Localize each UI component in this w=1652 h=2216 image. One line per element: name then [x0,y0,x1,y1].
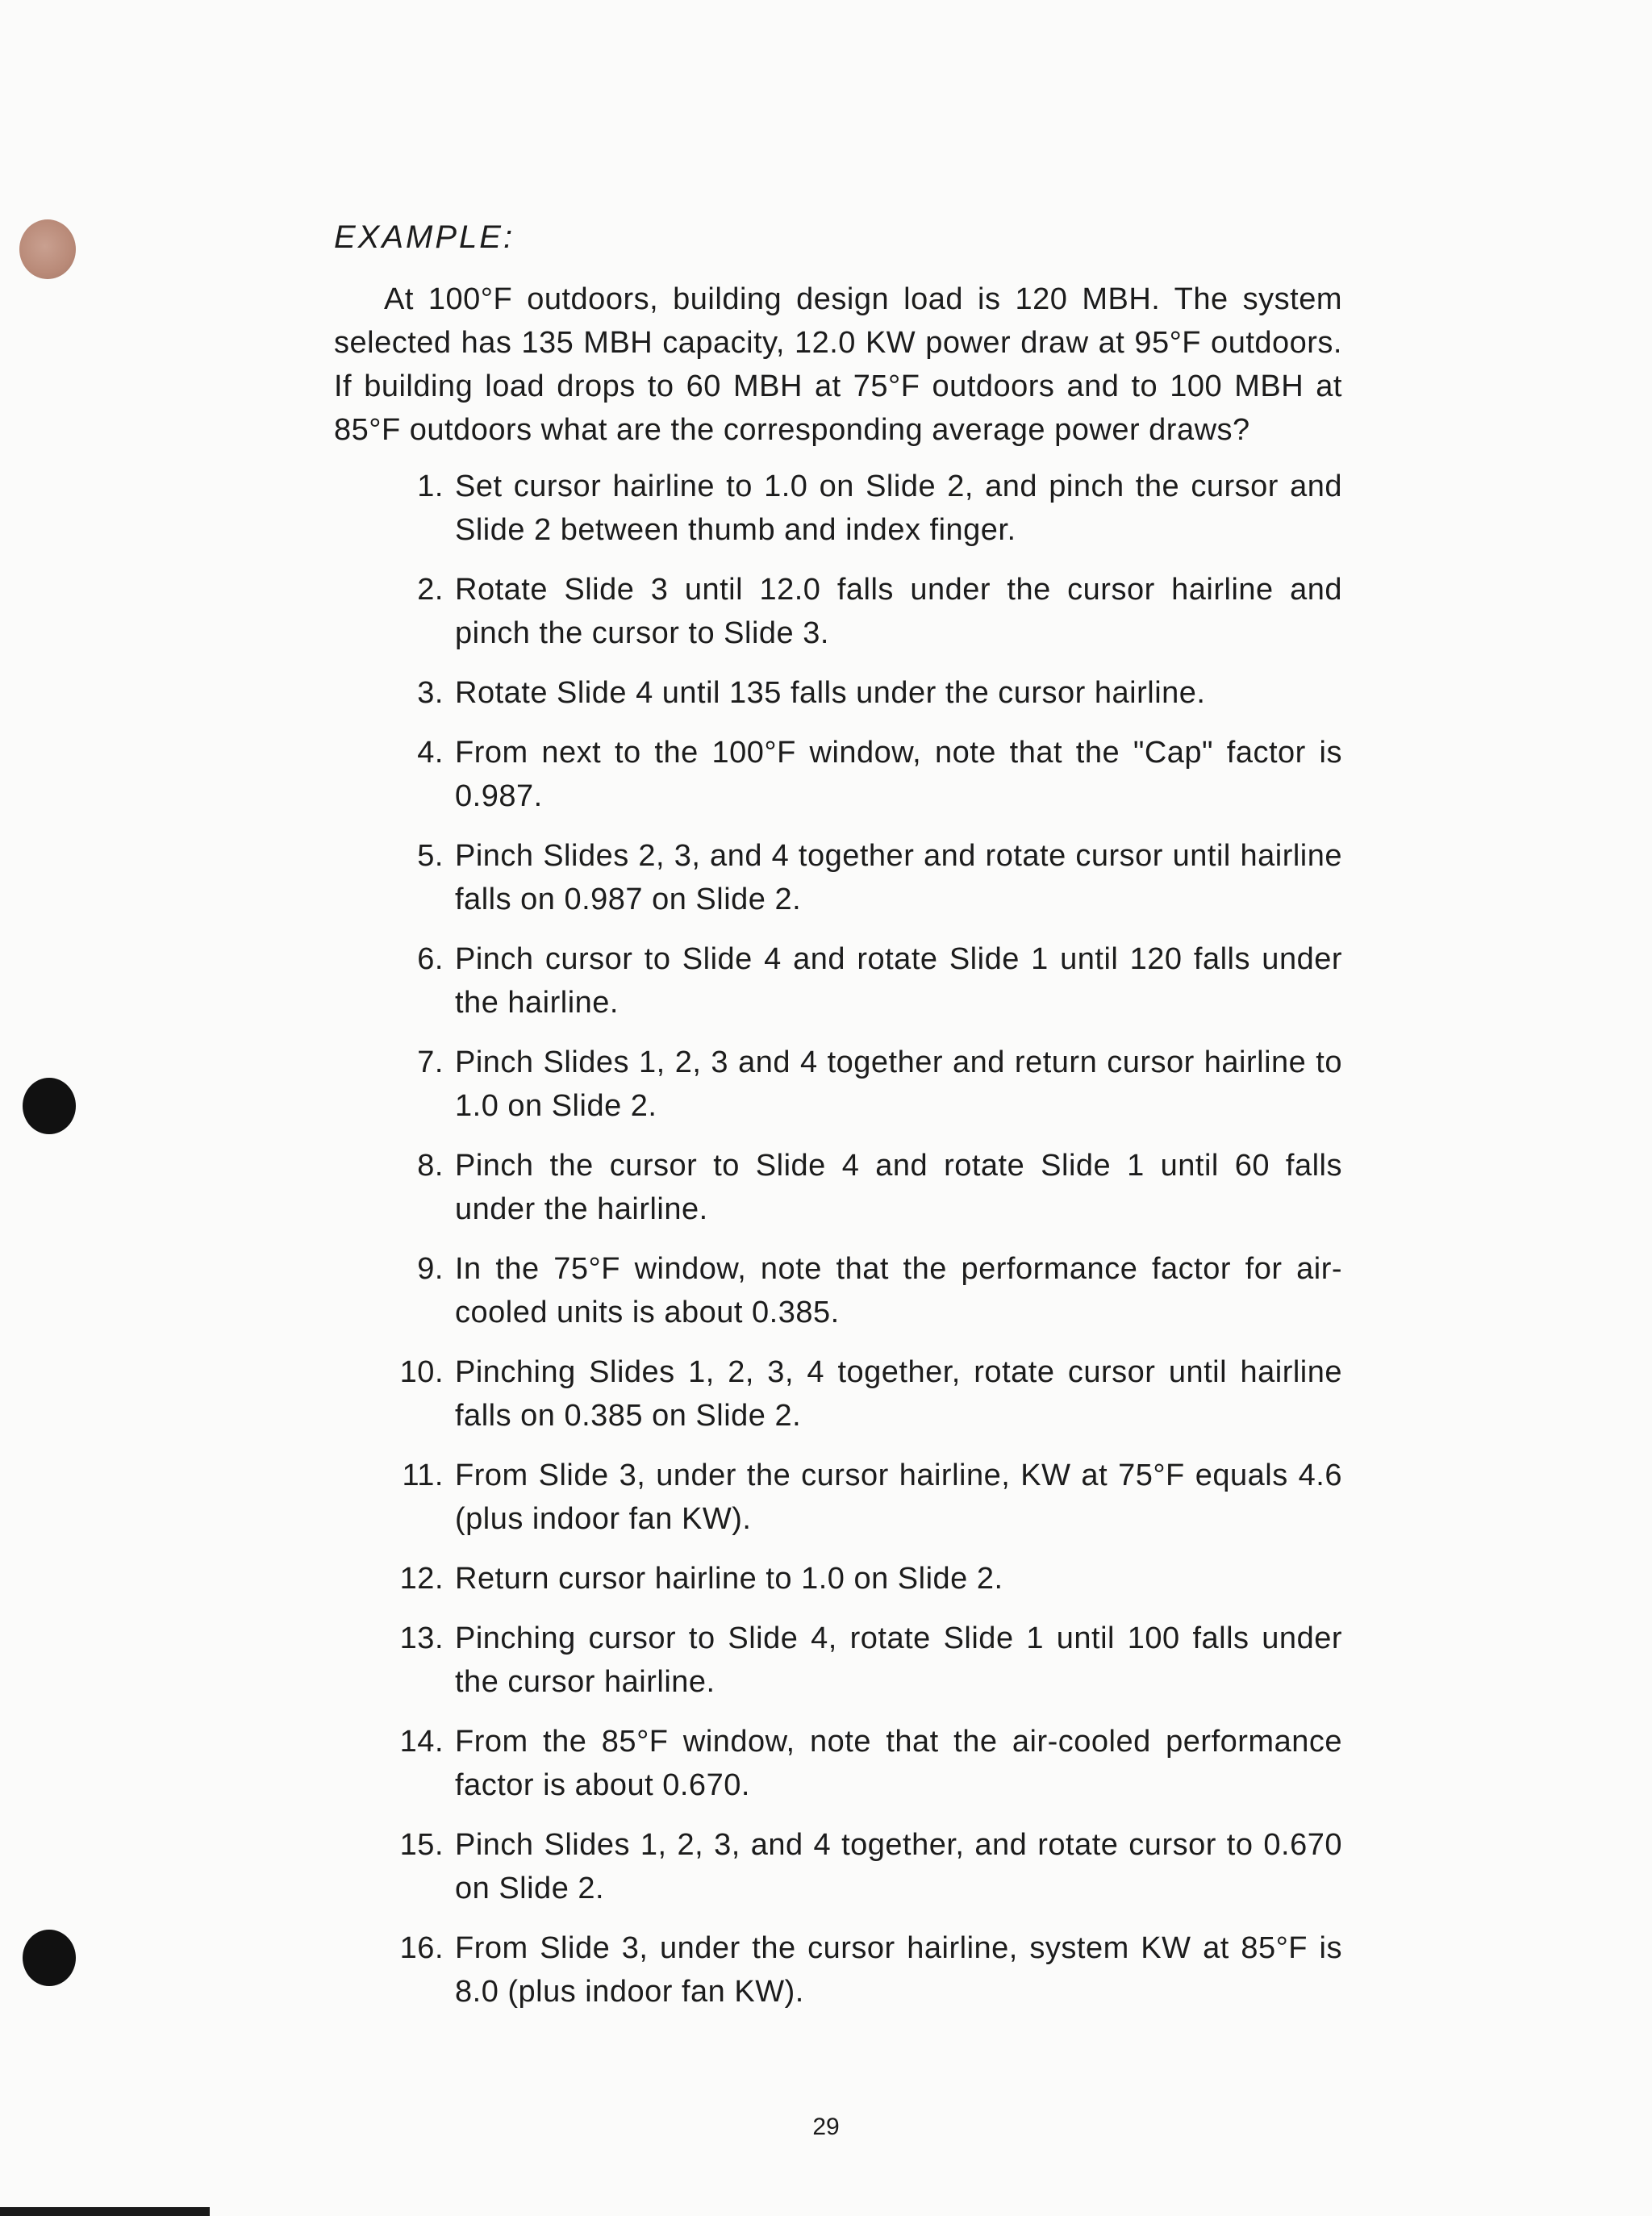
step-number: 6. [417,942,444,976]
step-text: From Slide 3, under the cursor hairline, KW at 75°F equals 4.6 (plus indoor fan KW). [455,1459,1342,1536]
list-item [334,731,1342,818]
step-text: Pinching cursor to Slide 4, rotate Slide 1 until 100 falls under the cursor hairline. [455,1621,1342,1699]
step-text: From next to the 100°F window, note that the "Cap" factor is 0.987. [455,736,1342,813]
list-item [334,1041,1342,1128]
list-item [334,1926,1342,2014]
step-number: 14. [399,1725,444,1759]
list-item [334,465,1342,552]
punch-hole-bottom [23,1930,76,1986]
step-number: 9. [417,1252,444,1286]
list-item [334,671,1342,715]
step-number: 10. [399,1355,444,1389]
step-number: 16. [399,1931,444,1965]
list-item [334,1720,1342,1807]
step-text: Return cursor hairline to 1.0 on Slide 2. [455,1562,1003,1596]
step-number: 7. [417,1045,444,1079]
step-number: 4. [417,736,444,770]
list-item [334,1247,1342,1334]
scan-edge-shadow [0,2207,210,2216]
step-text: Pinch the cursor to Slide 4 and rotate Slide 1 until 60 falls under the hairline. [455,1149,1342,1226]
list-item [334,1557,1342,1600]
step-number: 11. [402,1459,444,1492]
list-item [334,568,1342,655]
step-number: 1. [417,469,444,503]
list-item [334,834,1342,921]
page-content [334,216,1342,2030]
punch-hole-top [19,219,76,279]
step-text: Set cursor hairline to 1.0 on Slide 2, and pinch the cursor and Slide 2 between thumb and index finger. [455,469,1342,547]
example-heading: EXAMPLE: [334,219,515,255]
step-text: Pinching Slides 1, 2, 3, 4 together, rotate cursor until hairline falls on 0.385 on Slide 2. [455,1355,1342,1433]
step-number: 5. [417,839,444,873]
example-intro: At 100°F outdoors, building design load is 120 MBH. The system selected has 135 MBH capacity, 12.0 KW power draw at 95°F outdoors. If building load drops to 60 MBH at 75°F outdoors and to 100 MBH at 85°F outdoors what are the corresponding average power draws? [334,282,1342,447]
punch-hole-middle [23,1078,76,1134]
step-number: 3. [417,676,444,710]
step-number: 12. [399,1562,444,1596]
list-item [334,1617,1342,1704]
step-text: In the 75°F window, note that the performance factor for air-cooled units is about 0.385. [455,1252,1342,1329]
list-item [334,1350,1342,1438]
step-text: Rotate Slide 4 until 135 falls under the cursor hairline. [455,676,1206,710]
step-text: Pinch Slides 2, 3, and 4 together and rotate cursor until hairline falls on 0.987 on Slide 2. [455,839,1342,916]
list-item [334,937,1342,1025]
step-number: 13. [399,1621,444,1655]
step-text: From the 85°F window, note that the air-cooled performance factor is about 0.670. [455,1725,1342,1802]
step-number: 15. [399,1828,444,1862]
step-text: From Slide 3, under the cursor hairline, system KW at 85°F is 8.0 (plus indoor fan KW). [455,1931,1342,2009]
list-item [334,1454,1342,1541]
step-number: 8. [417,1149,444,1183]
step-text: Rotate Slide 3 until 12.0 falls under the cursor hairline and pinch the cursor to Slide 3. [455,573,1342,650]
list-item [334,1144,1342,1231]
step-text: Pinch Slides 1, 2, 3, and 4 together, and rotate cursor to 0.670 on Slide 2. [455,1828,1342,1905]
steps-list [334,465,1342,2014]
page-number: 29 [812,2114,840,2140]
step-number: 2. [417,573,444,607]
step-text: Pinch Slides 1, 2, 3 and 4 together and return cursor hairline to 1.0 on Slide 2. [455,1045,1342,1123]
list-item [334,1823,1342,1910]
step-text: Pinch cursor to Slide 4 and rotate Slide 1 until 120 falls under the hairline. [455,942,1342,1020]
